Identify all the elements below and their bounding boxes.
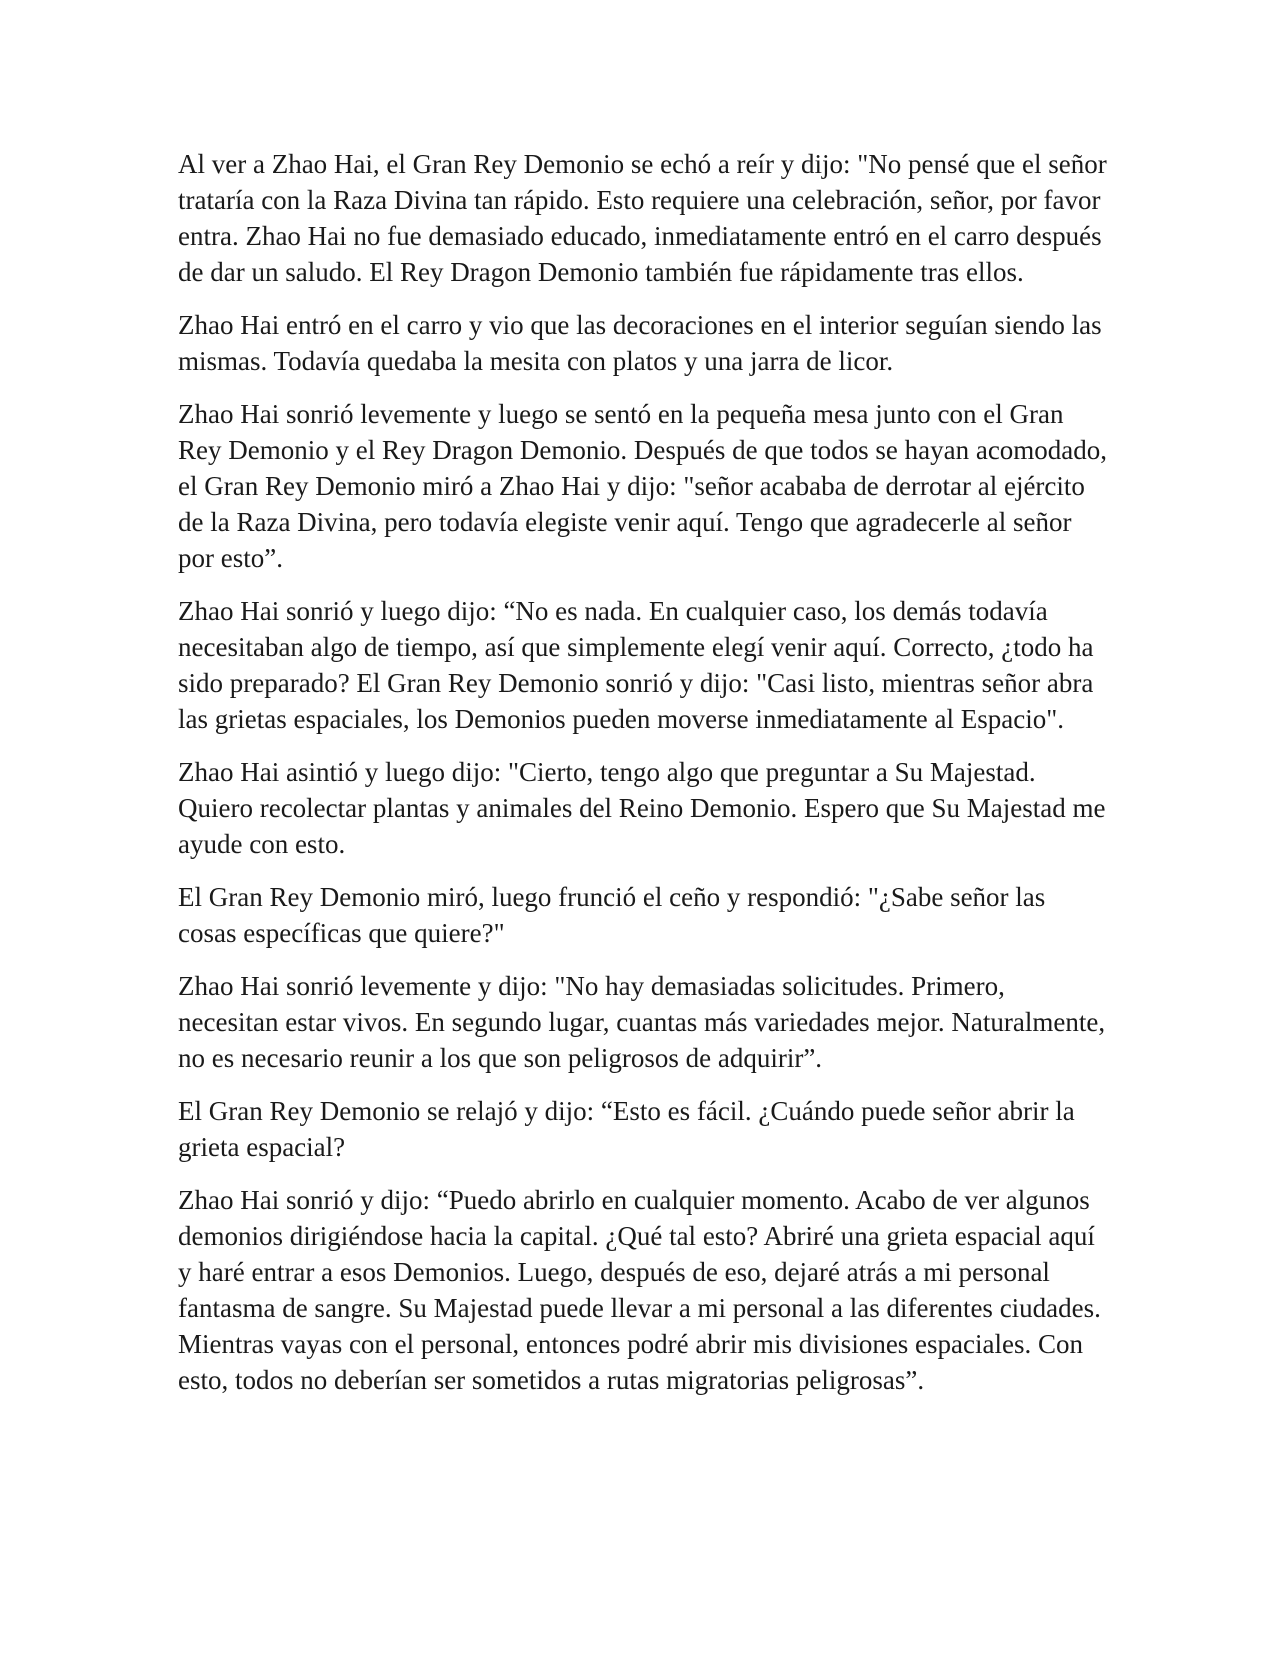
paragraph: Zhao Hai sonrió y luego dijo: “No es nada. En cualquier caso, los demás todavía necesitaban algo de tiempo, así que simplemente elegí venir aquí. Correcto, ¿todo ha sido preparado? El Gran Rey Demonio sonrió y dijo: "Casi listo, mientras señor abra las grietas espaciales, los Demonios pueden moverse inmediatamente al Espacio". xyxy=(178,596,1094,734)
paragraph: Al ver a Zhao Hai, el Gran Rey Demonio se echó a reír y dijo: "No pensé que el señor trataría con la Raza Divina tan rápido. Esto requiere una celebración, señor, por favor entra. Zhao Hai no fue demasiado educado, inmediatamente entró en el carro después de dar un saludo. El Rey Dragon Demonio también fue rápidamente tras ellos. xyxy=(178,149,1107,287)
paragraph: Zhao Hai sonrió levemente y luego se sentó en la pequeña mesa junto con el Gran Rey Demonio y el Rey Dragon Demonio. Después de que todos se hayan acomodado, el Gran Rey Demonio miró a Zhao Hai y dijo: "señor acababa de derrotar al ejército de la Raza Divina, pero todavía elegiste venir aquí. Tengo que agradecerle al señor por esto”. xyxy=(178,399,1108,573)
paragraph: El Gran Rey Demonio miró, luego frunció el ceño y respondió: "¿Sabe señor las cosas específicas que quiere?" xyxy=(178,882,1046,948)
paragraph: Zhao Hai sonrió levemente y dijo: "No hay demasiadas solicitudes. Primero, necesitan estar vivos. En segundo lugar, cuantas más variedades mejor. Naturalmente, no es necesario reunir a los que son peligrosos de adquirir”. xyxy=(178,971,1106,1073)
paragraph: El Gran Rey Demonio se relajó y dijo: “Esto es fácil. ¿Cuándo puede señor abrir la grieta espacial? xyxy=(178,1096,1075,1162)
paragraph: Zhao Hai entró en el carro y vio que las decoraciones en el interior seguían siendo las mismas. Todavía quedaba la mesita con platos y una jarra de licor. xyxy=(178,310,1102,376)
paragraph: Zhao Hai sonrió y dijo: “Puedo abrirlo en cualquier momento. Acabo de ver algunos demonios dirigiéndose hacia la capital. ¿Qué tal esto? Abriré una grieta espacial aquí y haré entrar a esos Demonios. Luego, después de eso, dejaré atrás a mi personal fantasma de sangre. Su Majestad puede llevar a mi personal a las diferentes ciudades. Mientras vayas con el personal, entonces podré abrir mis divisiones espaciales. Con esto, todos no deberían ser sometidos a rutas migratorias peligrosas”. xyxy=(178,1185,1101,1395)
paragraph: Zhao Hai asintió y luego dijo: "Cierto, tengo algo que preguntar a Su Majestad. Quiero recolectar plantas y animales del Reino Demonio. Espero que Su Majestad me ayude con esto. xyxy=(178,757,1106,859)
document-body xyxy=(178,146,1108,1415)
